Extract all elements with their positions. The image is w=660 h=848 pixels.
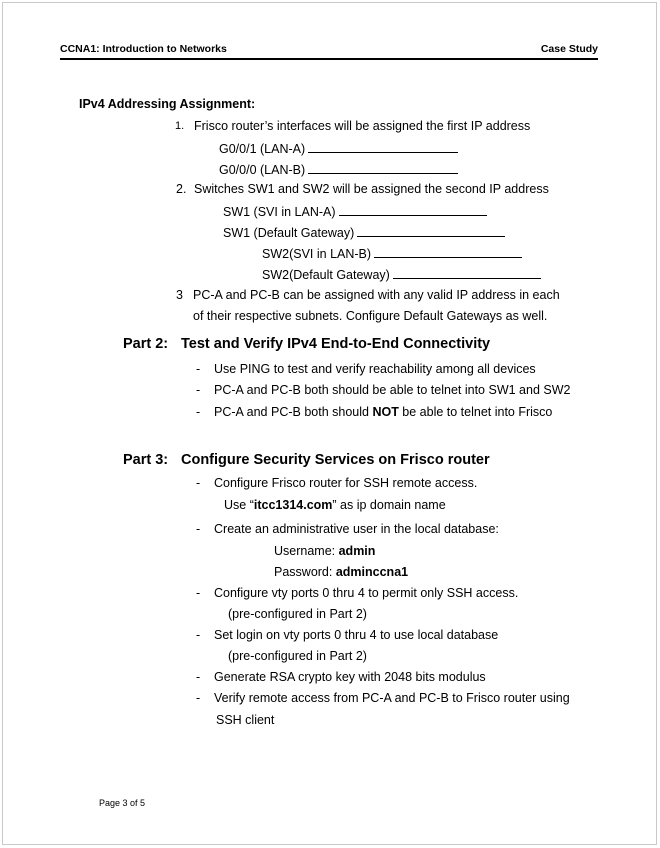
document-page: [2, 2, 657, 845]
password-value: adminccna1: [335, 565, 409, 579]
part3-bullet: Set login on vty ports 0 thru 4 to use local database: [214, 628, 499, 642]
password-label: Password:: [274, 565, 336, 579]
page-number: Page 3 of 5: [99, 798, 146, 808]
field-g001: [219, 140, 458, 156]
item-text-continued: of their respective subnets. Configure Default Gateways as well.: [193, 309, 548, 323]
emphasis-not: NOT: [372, 405, 399, 419]
field-label: SW2(Default Gateway): [262, 268, 390, 282]
part3-label: Part 3:: [123, 452, 169, 468]
addressing-heading: IPv4 Addressing Assignment:: [79, 97, 256, 111]
part2-label: Part 2:: [123, 336, 169, 352]
field-label: SW1 (Default Gateway): [223, 226, 355, 240]
bullet-dash: -: [196, 383, 201, 397]
part2-bullet: [214, 405, 552, 419]
field-label: SW2(SVI in LAN-B): [262, 247, 372, 261]
item-text: Frisco router’s interfaces will be assigned the first IP address: [194, 119, 531, 133]
header-doc-type: Case Study: [540, 43, 598, 55]
field-label: SW1 (SVI in LAN-A): [223, 205, 336, 219]
blank-line: [357, 224, 505, 237]
username-value: admin: [338, 544, 376, 558]
part2-bullet: PC-A and PC-B both should be able to telnet into SW1 and SW2: [214, 383, 571, 397]
field-label: G0/0/1 (LAN-A): [219, 142, 306, 156]
part3-bullet: Configure Frisco router for SSH remote access.: [214, 476, 478, 490]
field-label: G0/0/0 (LAN-B): [219, 163, 306, 177]
bullet-dash: -: [196, 691, 201, 705]
blank-line: [308, 161, 458, 174]
username-label: Username:: [274, 544, 339, 558]
bullet-dash: -: [196, 628, 201, 642]
bullet-dash: -: [196, 586, 201, 600]
blank-line: [374, 245, 522, 258]
password-line: [274, 565, 408, 579]
blank-line: [339, 203, 487, 216]
bullet-dash: -: [196, 522, 201, 536]
item-text: Switches SW1 and SW2 will be assigned the second IP address: [194, 182, 549, 196]
text-segment: Use “: [224, 498, 254, 512]
part2-bullet: Use PING to test and verify reachability among all devices: [214, 362, 536, 376]
bullet-dash: -: [196, 405, 201, 419]
domain-name: itcc1314.com: [253, 498, 333, 512]
item-number: 1.: [175, 120, 185, 132]
bullet-note: (pre-configured in Part 2): [228, 607, 367, 621]
blank-line: [393, 266, 541, 279]
bullet-note: (pre-configured in Part 2): [228, 649, 367, 663]
text-segment: ” as ip domain name: [332, 498, 446, 512]
username-line: [274, 544, 375, 558]
part3-bullet: Configure vty ports 0 thru 4 to permit only SSH access.: [214, 586, 519, 600]
domain-name-line: [224, 498, 446, 512]
bullet-dash: -: [196, 362, 201, 376]
part2-title: Test and Verify IPv4 End-to-End Connectivity: [181, 336, 491, 352]
bullet-dash: -: [196, 476, 201, 490]
item-text: PC-A and PC-B can be assigned with any valid IP address in each: [193, 288, 560, 302]
field-sw2-gw: [262, 266, 541, 282]
blank-line: [308, 140, 458, 153]
bullet-dash: -: [196, 670, 201, 684]
item-number: 2.: [176, 182, 187, 196]
text-segment: be able to telnet into Frisco: [398, 405, 553, 419]
header-rule: [60, 58, 598, 60]
field-sw2-svi: [262, 245, 522, 261]
part3-bullet: Generate RSA crypto key with 2048 bits modulus: [214, 670, 486, 684]
item-number: 3: [176, 288, 183, 302]
bullet-continued: SSH client: [216, 713, 275, 727]
field-sw1-gw: [223, 224, 505, 240]
field-g000: [219, 161, 458, 177]
part3-bullet: Create an administrative user in the local database:: [214, 522, 499, 536]
field-sw1-svi: [223, 203, 487, 219]
part3-title: Configure Security Services on Frisco router: [181, 452, 490, 468]
text-segment: PC-A and PC-B both should: [214, 405, 373, 419]
header-course: CCNA1: Introduction to Networks: [60, 43, 227, 55]
part3-bullet: Verify remote access from PC-A and PC-B to Frisco router using: [214, 691, 570, 705]
